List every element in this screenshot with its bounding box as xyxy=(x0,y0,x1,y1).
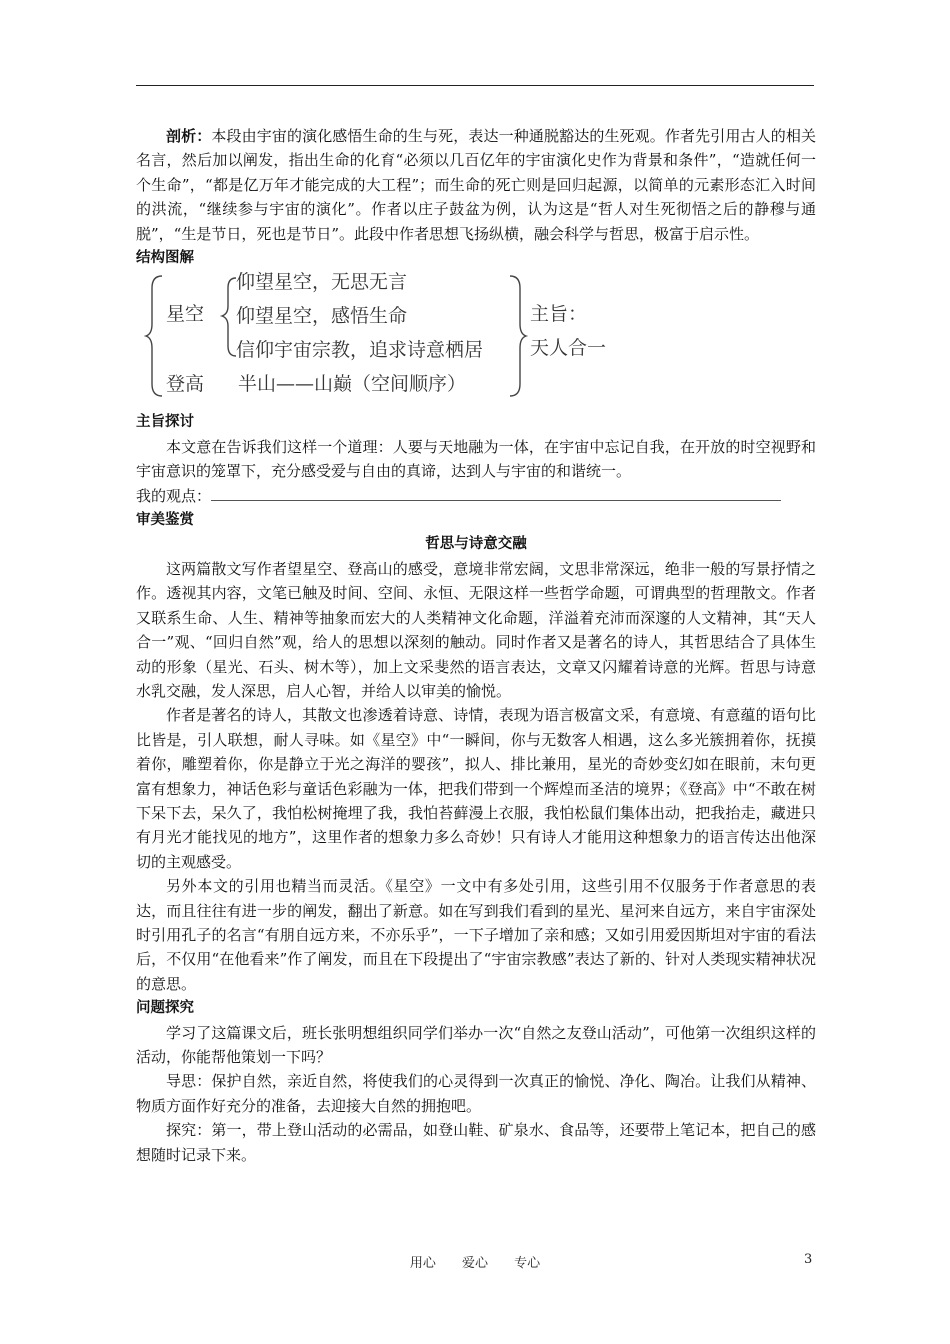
inquiry-explore: 探究：第一，带上登山活动的必需品，如登山鞋、矿泉水、食品等，还要带上笔记本，把自己的感想随时记录下来。 xyxy=(136,1121,816,1164)
analysis-text: 本段由宇宙的演化感悟生命的生与死，表达一种通脱豁达的生死观。作者先引用古人的相关名言，然后加以阐发，指出生命的化育“必须以几百亿年的宇宙演化史作为背景和条件”，“造就任何一个生命”，“都是亿万年才能完成的大工程”；而生命的死亡则是回归起源，以简单的元素形态汇入时间的洪流，“继续参与宇宙的演化”。作者以庄子鼓盆为例，认为这是“哲人对生死彻悟之后的静穆与通脱”，“生是节日，死也是节日”。此段中作者思想飞扬纵横，融会科学与哲思，极富于启示性。 xyxy=(136,127,816,243)
my-view-line xyxy=(136,484,816,508)
inquiry-question: 学习了这篇课文后，班长张明想组织同学们举办一次“自然之友登山活动”，可他第一次组织这样的活动，你能帮他策划一下吗？ xyxy=(136,1023,816,1066)
outer-left-brace xyxy=(146,276,162,396)
theme-discussion-heading: 主旨探讨 xyxy=(136,414,194,431)
aesthetic-paragraph-1: 这两篇散文写作者望星空、登高山的感受，意境非常宏阔，文思非常深远，绝非一般的写景抒情之作。透视其内容，文笔已触及时间、空间、永恒、无限这样一些哲学命题，可谓典型的哲理散文。作者又联系生命、人生、精神等抽象而宏大的人类精神文化命题，洋溢着充沛而深邃的人文精神，其“天人合一”观、“回归自然”观，给人的思想以深刻的触动。同时作者又是著名的诗人，其哲思结合了具体生动的形象（星光、石头、树木等），加上文采斐然的语言表达，文章又闪耀着诗意的光辉。哲思与诗意水乳交融，发人深思，启人心智，并给人以审美的愉悦。 xyxy=(136,559,816,700)
analysis-label: 剖析： xyxy=(166,127,212,145)
climb-label: 登高 xyxy=(166,373,205,396)
theme-text: 天人合一 xyxy=(530,337,607,360)
my-view-blank[interactable] xyxy=(211,486,781,501)
inquiry-heading: 问题探究 xyxy=(136,1000,194,1017)
page-number: 3 xyxy=(804,1252,813,1267)
aesthetic-paragraph-3: 另外本文的引用也精当而灵活。《星空》一文中有多处引用，这些引用不仅服务于作者意思的表达，而且往往有进一步的阐发，翻出了新意。如在写到我们看到的星光、星河来自远方，来自宇宙深处时引用孔子的名言“有朋自远方来，不亦乐乎”，一下子增加了亲和感；又如引用爱因斯坦对宇宙的看法后，不仅用“在他看来”作了阐发，而且在下段提出了“宇宙宗教感”表达了新的、针对人类现实精神状况的意思。 xyxy=(136,877,816,993)
structure-heading: 结构图解 xyxy=(136,250,194,267)
inner-left-brace xyxy=(222,278,236,356)
aesthetic-paragraph-2: 作者是著名的诗人，其散文也渗透着诗意、诗情，表现为语言极富文采，有意境、有意蕴的语句比比皆是，引人联想，耐人寻味。如《星空》中“一瞬间，你与无数客人相遇，这么多光簇拥着你，抚摸着你，雕塑着你，你是静立于光之海洋的婴孩”，拟人、排比兼用，星光的奇妙变幻如在眼前，末句更富有想象力，神话色彩与童话色彩融为一体，把我们带到一个辉煌而圣洁的境界；《登高》中“不敢在树下呆下去，呆久了，我怕松树掩埋了我，我怕苔藓漫上衣服，我怕松鼠们集体出动，把我抬走，藏进只有月光才能找见的地方”，这里作者的想象力多么奇妙！只有诗人才能用这种想象力的语言传达出他深切的主观感受。 xyxy=(136,706,816,871)
right-brace xyxy=(510,276,526,396)
footer-motto: 用心 爱心 专心 xyxy=(409,1256,541,1271)
theme-label: 主旨： xyxy=(530,303,588,326)
header-rule xyxy=(136,85,814,86)
star-label: 星空 xyxy=(166,303,205,326)
theme-discussion-text: 本文意在告诉我们这样一个道理：人要与天地融为一体，在宇宙中忘记自我，在开放的时空视野和宇宙意识的笼罩下，充分感受爱与自由的真谛，达到人与宇宙的和谐统一。 xyxy=(136,437,816,481)
star-item-1: 仰望星空，无思无言 xyxy=(236,271,408,294)
star-item-2: 仰望星空，感悟生命 xyxy=(236,305,408,328)
structure-diagram xyxy=(144,272,644,400)
page-content xyxy=(136,124,816,1167)
inquiry-guide: 导思：保护自然，亲近自然，将使我们的心灵得到一次真正的愉悦、净化、陶冶。让我们从精神、物质方面作好充分的准备，去迎接大自然的拥抱吧。 xyxy=(136,1072,816,1115)
my-view-label: 我的观点： xyxy=(136,486,212,505)
analysis-paragraph xyxy=(136,124,816,246)
climb-text: 半山——山巅（空间顺序） xyxy=(238,373,467,396)
aesthetic-title: 哲思与诗意交融 xyxy=(425,536,527,553)
star-item-3: 信仰宇宙宗教，追求诗意栖居 xyxy=(236,339,484,362)
aesthetic-heading: 审美鉴赏 xyxy=(136,512,194,529)
